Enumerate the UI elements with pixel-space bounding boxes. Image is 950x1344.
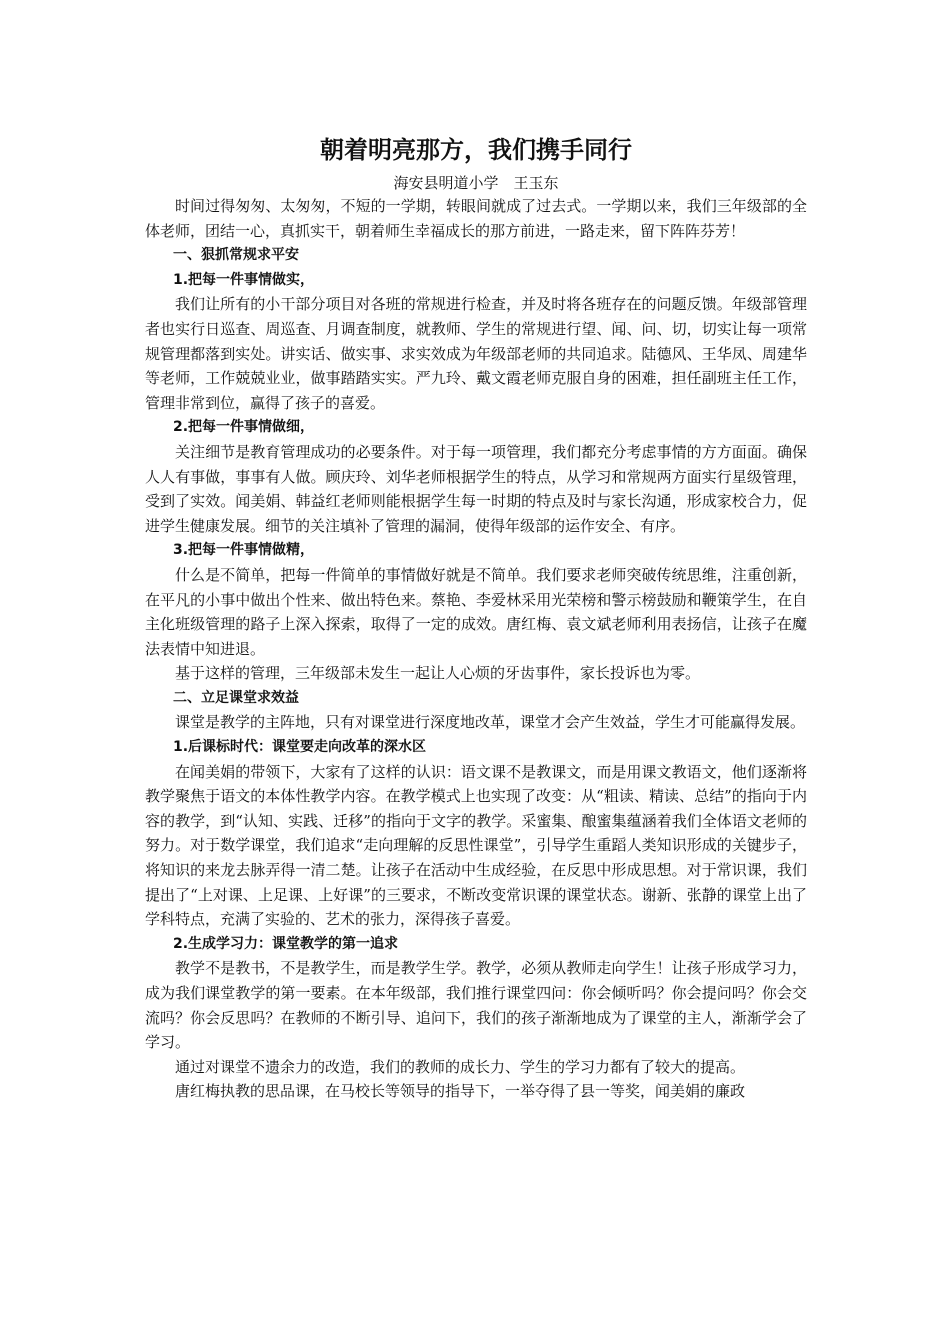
document-title: 朝着明亮那方，我们携手同行 — [320, 136, 632, 164]
body-paragraph: 教学不是教书，不是教学生，而是教学生学。教学，必须从教师走向学生！让孩子形成学习力，成为我们课堂教学的第一要素。在本年级部，我们推行课堂四问：你会倾听吗？你会提问吗？你会交流吗？你会反思吗？在教师的不断引导、追问下，我们的孩子渐渐地成为了课堂的主人，渐渐学会了学习。 — [145, 959, 807, 1052]
body-paragraph: 基于这样的管理，三年级部未发生一起让人心烦的牙齿事件，家长投诉也为零。 — [175, 664, 701, 683]
body-paragraph: 时间过得匆匆、太匆匆，不短的一学期，转眼间就成了过去式。一学期以来，我们三年级部的全体老师，团结一心，真抓实干，朝着师生幸福成长的那方前进，一路走来，留下阵阵芬芳！ — [145, 197, 807, 240]
section-heading: 1.后课标时代：课堂要走向改革的深水区 — [173, 739, 427, 756]
body-paragraph: 课堂是教学的主阵地，只有对课堂进行深度地改革，课堂才会产生效益，学生才可能赢得发展。 — [175, 713, 806, 732]
body-paragraph: 什么是不简单，把每一件简单的事情做好就是不简单。我们要求老师突破传统思维，注重创新，在平凡的小事中做出个性来、做出特色来。蔡艳、李爱林采用光荣榜和警示榜鼓励和鞭策学生，在自主化班级管理的路子上深入探索，取得了一定的成效。唐红梅、袁文斌老师利用表扬信，让孩子在魔法表情中知进退。 — [145, 565, 807, 658]
document-page — [145, 132, 807, 1104]
section-heading: 一、狠抓常规求平安 — [173, 247, 299, 264]
body-paragraph: 我们让所有的小干部分项目对各班的常规进行检查，并及时将各班存在的问题反馈。年级部管理者也实行日巡查、周巡查、月调查制度，就教师、学生的常规进行望、闻、问、切，切实让每一项常规管理都落到实处。讲实话、做实事、求实效成为年级部老师的共同追求。陆德风、王华凤、周建华等老师，工作兢兢业业，做事踏踏实实。严九玲、戴文霞老师克服自身的困难，担任副班主任工作，管理非常到位，赢得了孩子的喜爱。 — [145, 295, 807, 412]
section-heading: 2.生成学习力：课堂教学的第一追求 — [173, 935, 399, 952]
document-body — [145, 194, 807, 1104]
body-paragraph: 通过对课堂不遗余力的改造，我们的教师的成长力、学生的学习力都有了较大的提高。 — [175, 1057, 746, 1076]
body-paragraph: 唐红梅执教的思品课，在马校长等领导的指导下，一举夺得了县一等奖，闻美娟的廉政 — [175, 1082, 746, 1101]
section-heading: 2.把每一件事情做细， — [173, 419, 315, 436]
section-heading: 1.把每一件事情做实， — [173, 271, 315, 288]
section-heading: 3.把每一件事情做精， — [173, 542, 315, 559]
author-line: 海安县明道小学 王玉东 — [393, 174, 559, 192]
section-heading: 二、立足课堂求效益 — [173, 689, 299, 706]
body-paragraph: 关注细节是教育管理成功的必要条件。对于每一项管理，我们都充分考虑事情的方方面面。确保人人有事做，事事有人做。顾庆玲、刘华老师根据学生的特点，从学习和常规两方面实行星级管理，受到了实效。闻美娟、韩益红老师则能根据学生每一时期的特点及时与家长沟通，形成家校合力，促进学生健康发展。细节的关注填补了管理的漏洞，使得年级部的运作安全、有序。 — [145, 442, 807, 535]
body-paragraph: 在闻美娟的带领下，大家有了这样的认识：语文课不是教课文，而是用课文教语文，他们逐渐将教学聚焦于语文的本体性教学内容。在教学模式上也实现了改变：从“粗读、精读、总结”的指向于内容的教学，到“认知、实践、迁移”的指向于文字的教学。采蜜集、酿蜜集蕴涵着我们全体语文老师的努力。对于数学课堂，我们追求“走向理解的反思性课堂”，引导学生重蹈人类知识形成的关键步子，将知识的来龙去脉弄得一清二楚。让孩子在活动中生成经验，在反思中形成思想。对于常识课，我们提出了“上对课、上足课、上好课”的三要求，不断改变常识课的课堂状态。谢新、张静的课堂上出了学科特点，充满了实验的、艺术的张力，深得孩子喜爱。 — [145, 762, 807, 929]
